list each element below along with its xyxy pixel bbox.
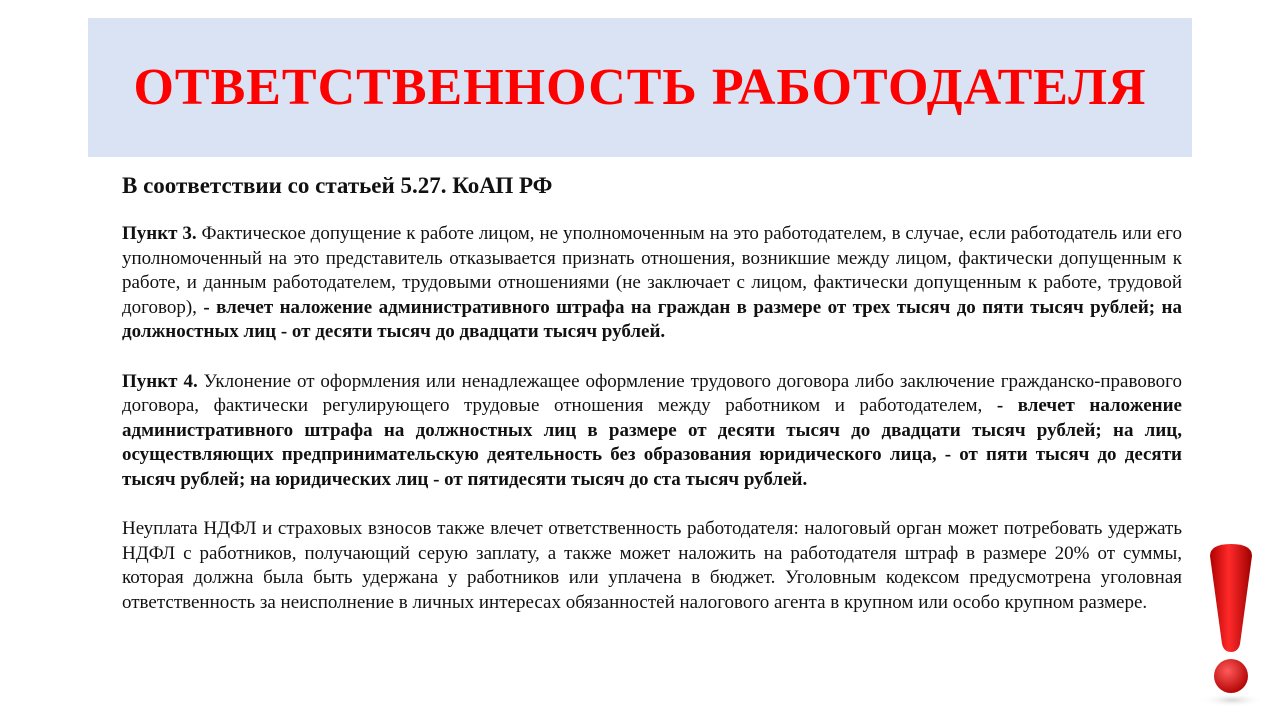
point-4-label: Пункт 4. — [122, 370, 198, 392]
point-4-text: Уклонение от оформления или ненадлежащее оформление трудового договора либо заключение гражданско-правового договора, фактически регулирующего трудовые отношения между работником и работодателем, — [122, 370, 1182, 416]
point-4-penalty: - влечет наложение административного штрафа на должностных лиц в размере от десяти тысяч до двадцати тысяч рублей; на лиц, осуществляющих предпринимательскую деятельность без образования юридического лица, - от пяти тысяч до десяти тысяч рублей; на юридических лиц - от пятидесяти тысяч до ста тысяч рублей. — [122, 395, 1182, 490]
title-banner — [88, 18, 1192, 157]
point-3-text: Фактическое допущение к работе лицом, не уполномоченным на это работодателем, в случае, если работодатель или его уполномоченный на это представитель отказывается признать отношения, возникшие между лицом, фактически допущенным к работе, и данным работодателем, трудовыми отношениями (не заключает с лицом, фактически допущенным к работе, трудовой договор), — [122, 223, 1182, 318]
point-3-label: Пункт 3. — [122, 223, 197, 244]
main-content — [122, 170, 1182, 640]
page-title: ОТВЕТСТВЕННОСТЬ РАБОТОДАТЕЛЯ — [133, 59, 1147, 116]
paragraph-point-4 — [122, 370, 1182, 493]
subtitle: В соответствии со статьей 5.27. КоАП РФ — [122, 173, 553, 198]
point-3-penalty: - влечет наложение административного штрафа на граждан в размере от трех тысяч до пяти тысяч рублей; на должностных лиц - от десяти тысяч до двадцати тысяч рублей. — [122, 296, 1182, 342]
paragraph-tax-liability: Неуплата НДФЛ и страховых взносов также влечет ответственность работодателя: налоговый орган может потребовать удержать НДФЛ с работников, получающий серую заплату, а также может наложить на работодателя штраф в размере 20% от суммы, которая должна была быть удержана у работников или уплачена в бюджет. Уголовным кодексом предусмотрена уголовная ответственность за неисполнение в личных интересах обязанностей налогового агента в крупном или особо крупном размере. — [122, 518, 1182, 613]
exclamation-mark-icon — [1196, 540, 1266, 710]
paragraph-point-3 — [122, 222, 1182, 345]
